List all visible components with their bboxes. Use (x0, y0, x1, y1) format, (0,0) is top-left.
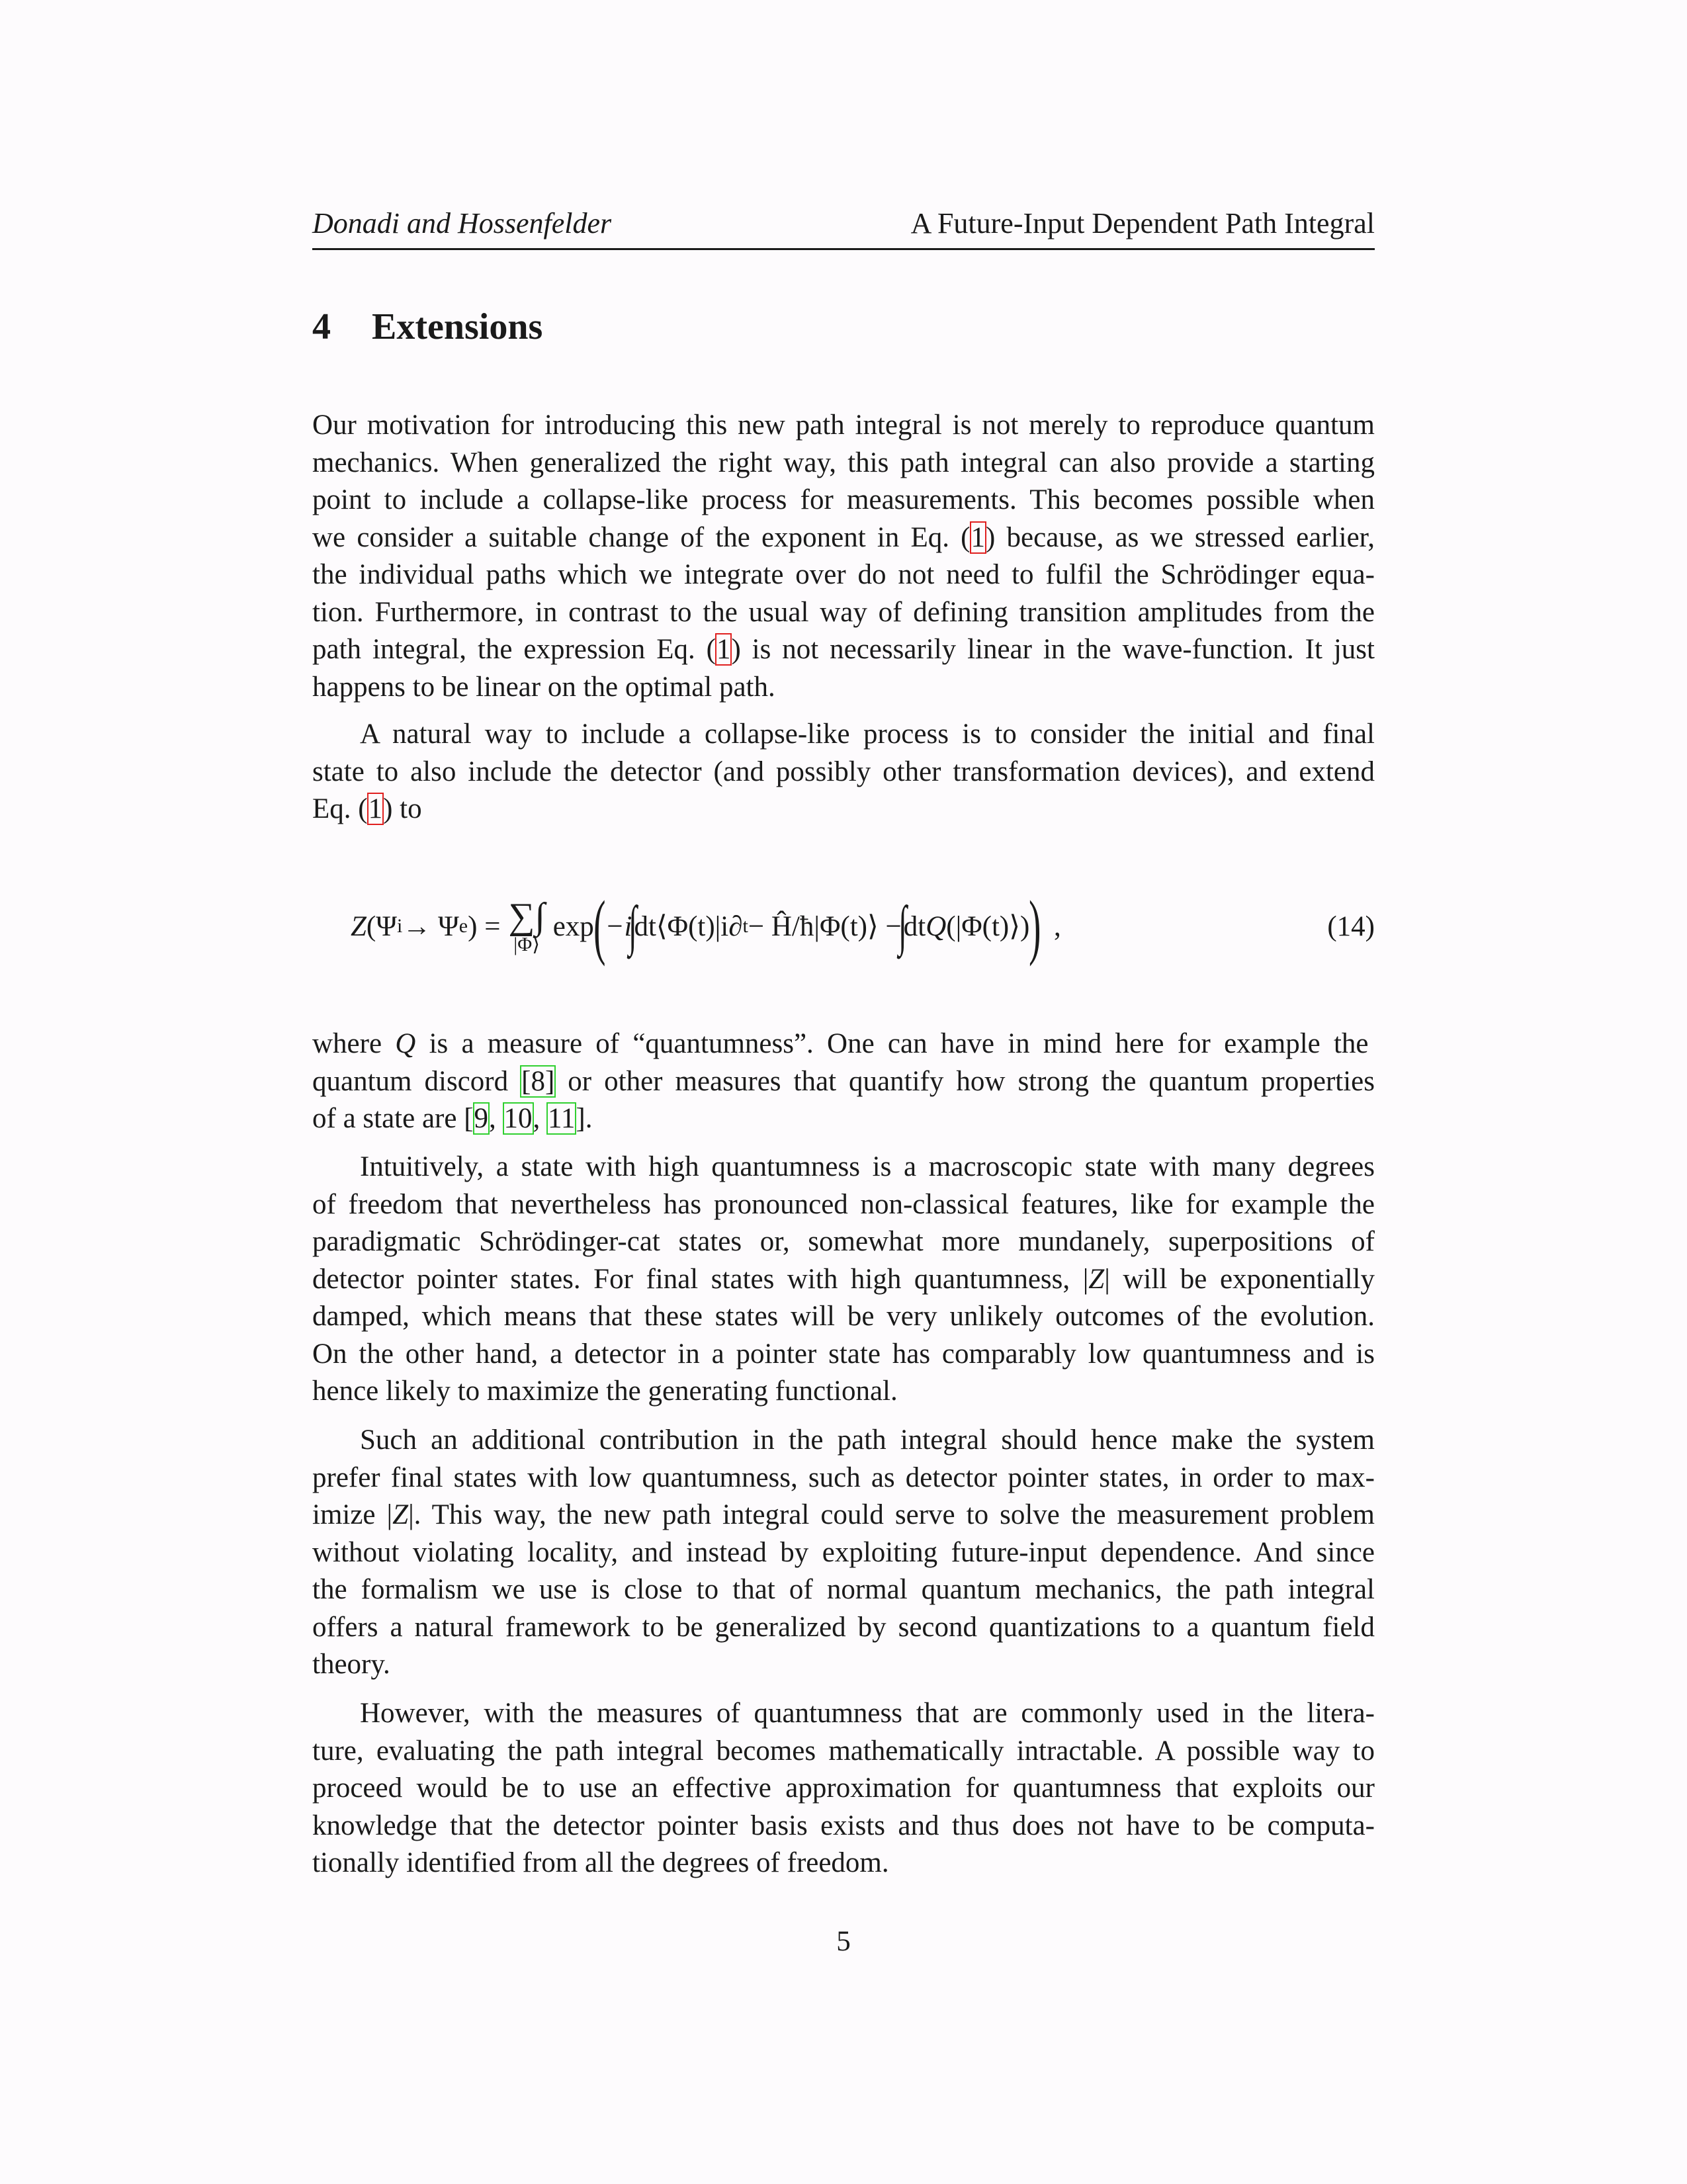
text-line-content: without violating locality, and instead by exploiting future-input dependence. And since (312, 1536, 1375, 1568)
citation-link[interactable]: 10 (503, 1103, 533, 1134)
text-line-content: theory. (312, 1649, 390, 1680)
text-line (312, 1422, 1375, 1460)
section-title: Extensions (372, 306, 543, 347)
text-line-content: hence likely to maximize the generating functional. (312, 1376, 898, 1407)
text-line-content: where Q is a measure of “quantumness”. One can have in mind here for example the (312, 1028, 1369, 1059)
text-line-content: tion. Furthermore, in contrast to the usual way of defining transition amplitudes from the (312, 596, 1375, 628)
eq-integral-2: ∫ (898, 895, 907, 957)
equation-ref-link[interactable]: 1 (716, 634, 731, 665)
text-line-content: detector pointer states. For final states with high quantumness, |Z| will be exponentially (312, 1263, 1375, 1295)
eq-q-arg: (|Φ(t)⟩) (946, 911, 1030, 942)
text-line-content: proceed would be to use an effective approximation for quantumness that exploits our (312, 1772, 1375, 1804)
text-line-content: Our motivation for introducing this new path integral is not merely to reproduce quantum (312, 410, 1375, 441)
text-line (312, 1534, 1375, 1572)
paragraph (312, 1422, 1375, 1684)
text-line-content: of a state are [9, 10, 11]. (312, 1103, 593, 1134)
text-line-content: of freedom that nevertheless has pronounced non-classical features, like for example the (312, 1188, 1375, 1220)
eq-arrow: → Ψ (402, 910, 459, 942)
text-line (312, 1646, 1375, 1684)
text-line-content: offers a natural framework to be generalized by second quantizations to a quantum field (312, 1611, 1375, 1643)
text-line (312, 1063, 1375, 1101)
text-line-content: However, with the measures of quantumness that are commonly used in the litera- (360, 1698, 1375, 1729)
text-line (312, 482, 1375, 519)
text-line (312, 594, 1375, 632)
text-line (312, 1695, 1375, 1733)
sum-int-symbol: ∑∫ (508, 896, 545, 937)
text-line-content: damped, which means that these states will be very unlikely outcomes of the evolution. (312, 1301, 1375, 1332)
text-line (312, 1336, 1375, 1374)
text-line-content: prefer final states with low quantumness, such as detector pointer states, in order to max- (312, 1462, 1375, 1493)
text-line (312, 716, 1375, 754)
text-line (312, 1571, 1375, 1609)
text-line-content: Eq. (1) to (312, 793, 422, 824)
eq-z: Z (351, 910, 367, 942)
text-line (312, 1026, 1375, 1063)
text-line-content: point to include a collapse-like process for measurements. This becomes possible when (312, 484, 1375, 515)
text-line (312, 519, 1375, 557)
text-line-content: Such an additional contribution in the path integral should hence make the system (360, 1424, 1375, 1456)
eq-dt2: dt (903, 910, 926, 942)
text-line-content: imize |Z|. This way, the new path integral could serve to solve the measurement problem (312, 1499, 1375, 1530)
equation-number: (14) (1327, 910, 1375, 942)
citation-link[interactable]: 11 (548, 1103, 576, 1134)
text-line (312, 1100, 1375, 1138)
eq-integral-1: ∫ (628, 895, 638, 957)
text-line (312, 669, 1375, 707)
text-line-content: state to also include the detector (and possibly other transformation devices), and extend (312, 756, 1375, 787)
text-line-content: ture, evaluating the path integral becomes mathematically intractable. A possible way to (312, 1735, 1375, 1767)
sum-subscript: |Φ⟩ (513, 934, 540, 955)
eq-bra: ⟨Φ(t)|i∂ (656, 911, 743, 942)
header-title: A Future-Input Dependent Path Integral (910, 207, 1375, 240)
eq-sum-integral (508, 898, 544, 955)
math-symbol: Q (395, 1028, 416, 1059)
text-line (312, 1497, 1375, 1534)
section-number: 4 (312, 306, 331, 347)
math-symbol: Z (1088, 1263, 1105, 1295)
text-line (312, 1733, 1375, 1770)
text-line (312, 556, 1375, 594)
eq-equals: ) = (468, 910, 501, 942)
eq-lparen: ( (593, 886, 606, 967)
text-line (312, 791, 1375, 828)
text-line (312, 1770, 1375, 1808)
math-symbol: Z (392, 1499, 409, 1530)
header-rule (312, 248, 1375, 250)
text-line (312, 1261, 1375, 1299)
text-line (312, 1373, 1375, 1411)
text-line-content: we consider a suitable change of the exponent in Eq. (1) because, as we stressed earlier, (312, 521, 1375, 553)
text-line (312, 407, 1375, 445)
text-line (312, 1845, 1375, 1882)
text-line (312, 631, 1375, 669)
text-line-content: happens to be linear on the optimal path. (312, 671, 775, 703)
page-number: 5 (836, 1926, 851, 1957)
equation-ref-link[interactable]: 1 (971, 521, 986, 553)
text-line (312, 754, 1375, 791)
eq-lhs: (Ψ (366, 910, 397, 942)
text-line (312, 445, 1375, 482)
equation-14 (351, 880, 1375, 973)
text-line-content: A natural way to include a collapse-like process is to consider the initial and final (360, 719, 1375, 750)
text-line (312, 1223, 1375, 1261)
running-header (312, 206, 1375, 240)
paragraph (312, 716, 1375, 828)
citation-link[interactable]: 9 (474, 1103, 489, 1134)
section-heading (312, 306, 542, 348)
eq-sub-i: i (396, 915, 403, 937)
text-line-content: On the other hand, a detector in a pointer state has comparably low quantumness and is (312, 1338, 1375, 1370)
text-line (312, 1808, 1375, 1845)
paragraph (312, 1695, 1375, 1882)
eq-sub-e: e (458, 915, 468, 937)
citation-link[interactable]: [8] (521, 1065, 555, 1097)
text-line-content: paradigmatic Schrödinger-cat states or, somewhat more mundanely, superpositions of (312, 1226, 1375, 1257)
eq-comma: , (1053, 910, 1061, 942)
header-authors: Donadi and Hossenfelder (312, 207, 612, 240)
text-line-content: the formalism we use is close to that of normal quantum mechanics, the path integral (312, 1574, 1375, 1605)
text-line (312, 1186, 1375, 1224)
eq-minus-i: −i (605, 910, 632, 942)
text-line-content: path integral, the expression Eq. (1) is not necessarily linear in the wave-function. It just (312, 634, 1375, 665)
paragraph (312, 1026, 1375, 1138)
text-line (312, 1149, 1375, 1186)
text-line-content: Intuitively, a state with high quantumness is a macroscopic state with many degrees (360, 1151, 1375, 1182)
eq-sub-t: t (742, 915, 748, 937)
equation-ref-link[interactable]: 1 (368, 793, 383, 824)
text-line-content: mechanics. When generalized the right way, this path integral can also provide a starting (312, 447, 1375, 478)
eq-q: Q (926, 910, 947, 942)
text-line (312, 1609, 1375, 1647)
eq-rparen: ) (1029, 886, 1041, 967)
text-line-content: knowledge that the detector pointer basis exists and thus does not have to be computa- (312, 1810, 1375, 1841)
eq-exp: exp (552, 910, 594, 942)
eq-hamiltonian: − Ĥ/ħ|Φ(t)⟩ − (748, 911, 902, 942)
text-line (312, 1298, 1375, 1336)
paragraph (312, 1149, 1375, 1411)
text-line-content: tionally identified from all the degrees of freedom. (312, 1847, 889, 1878)
eq-dt: dt (634, 910, 656, 942)
text-line-content: the individual paths which we integrate over do not need to fulfil the Schrödinger equa- (312, 559, 1375, 590)
text-line-content: quantum discord [8] or other measures that quantify how strong the quantum properties (312, 1065, 1375, 1097)
paragraph (312, 407, 1375, 706)
text-line (312, 1460, 1375, 1497)
